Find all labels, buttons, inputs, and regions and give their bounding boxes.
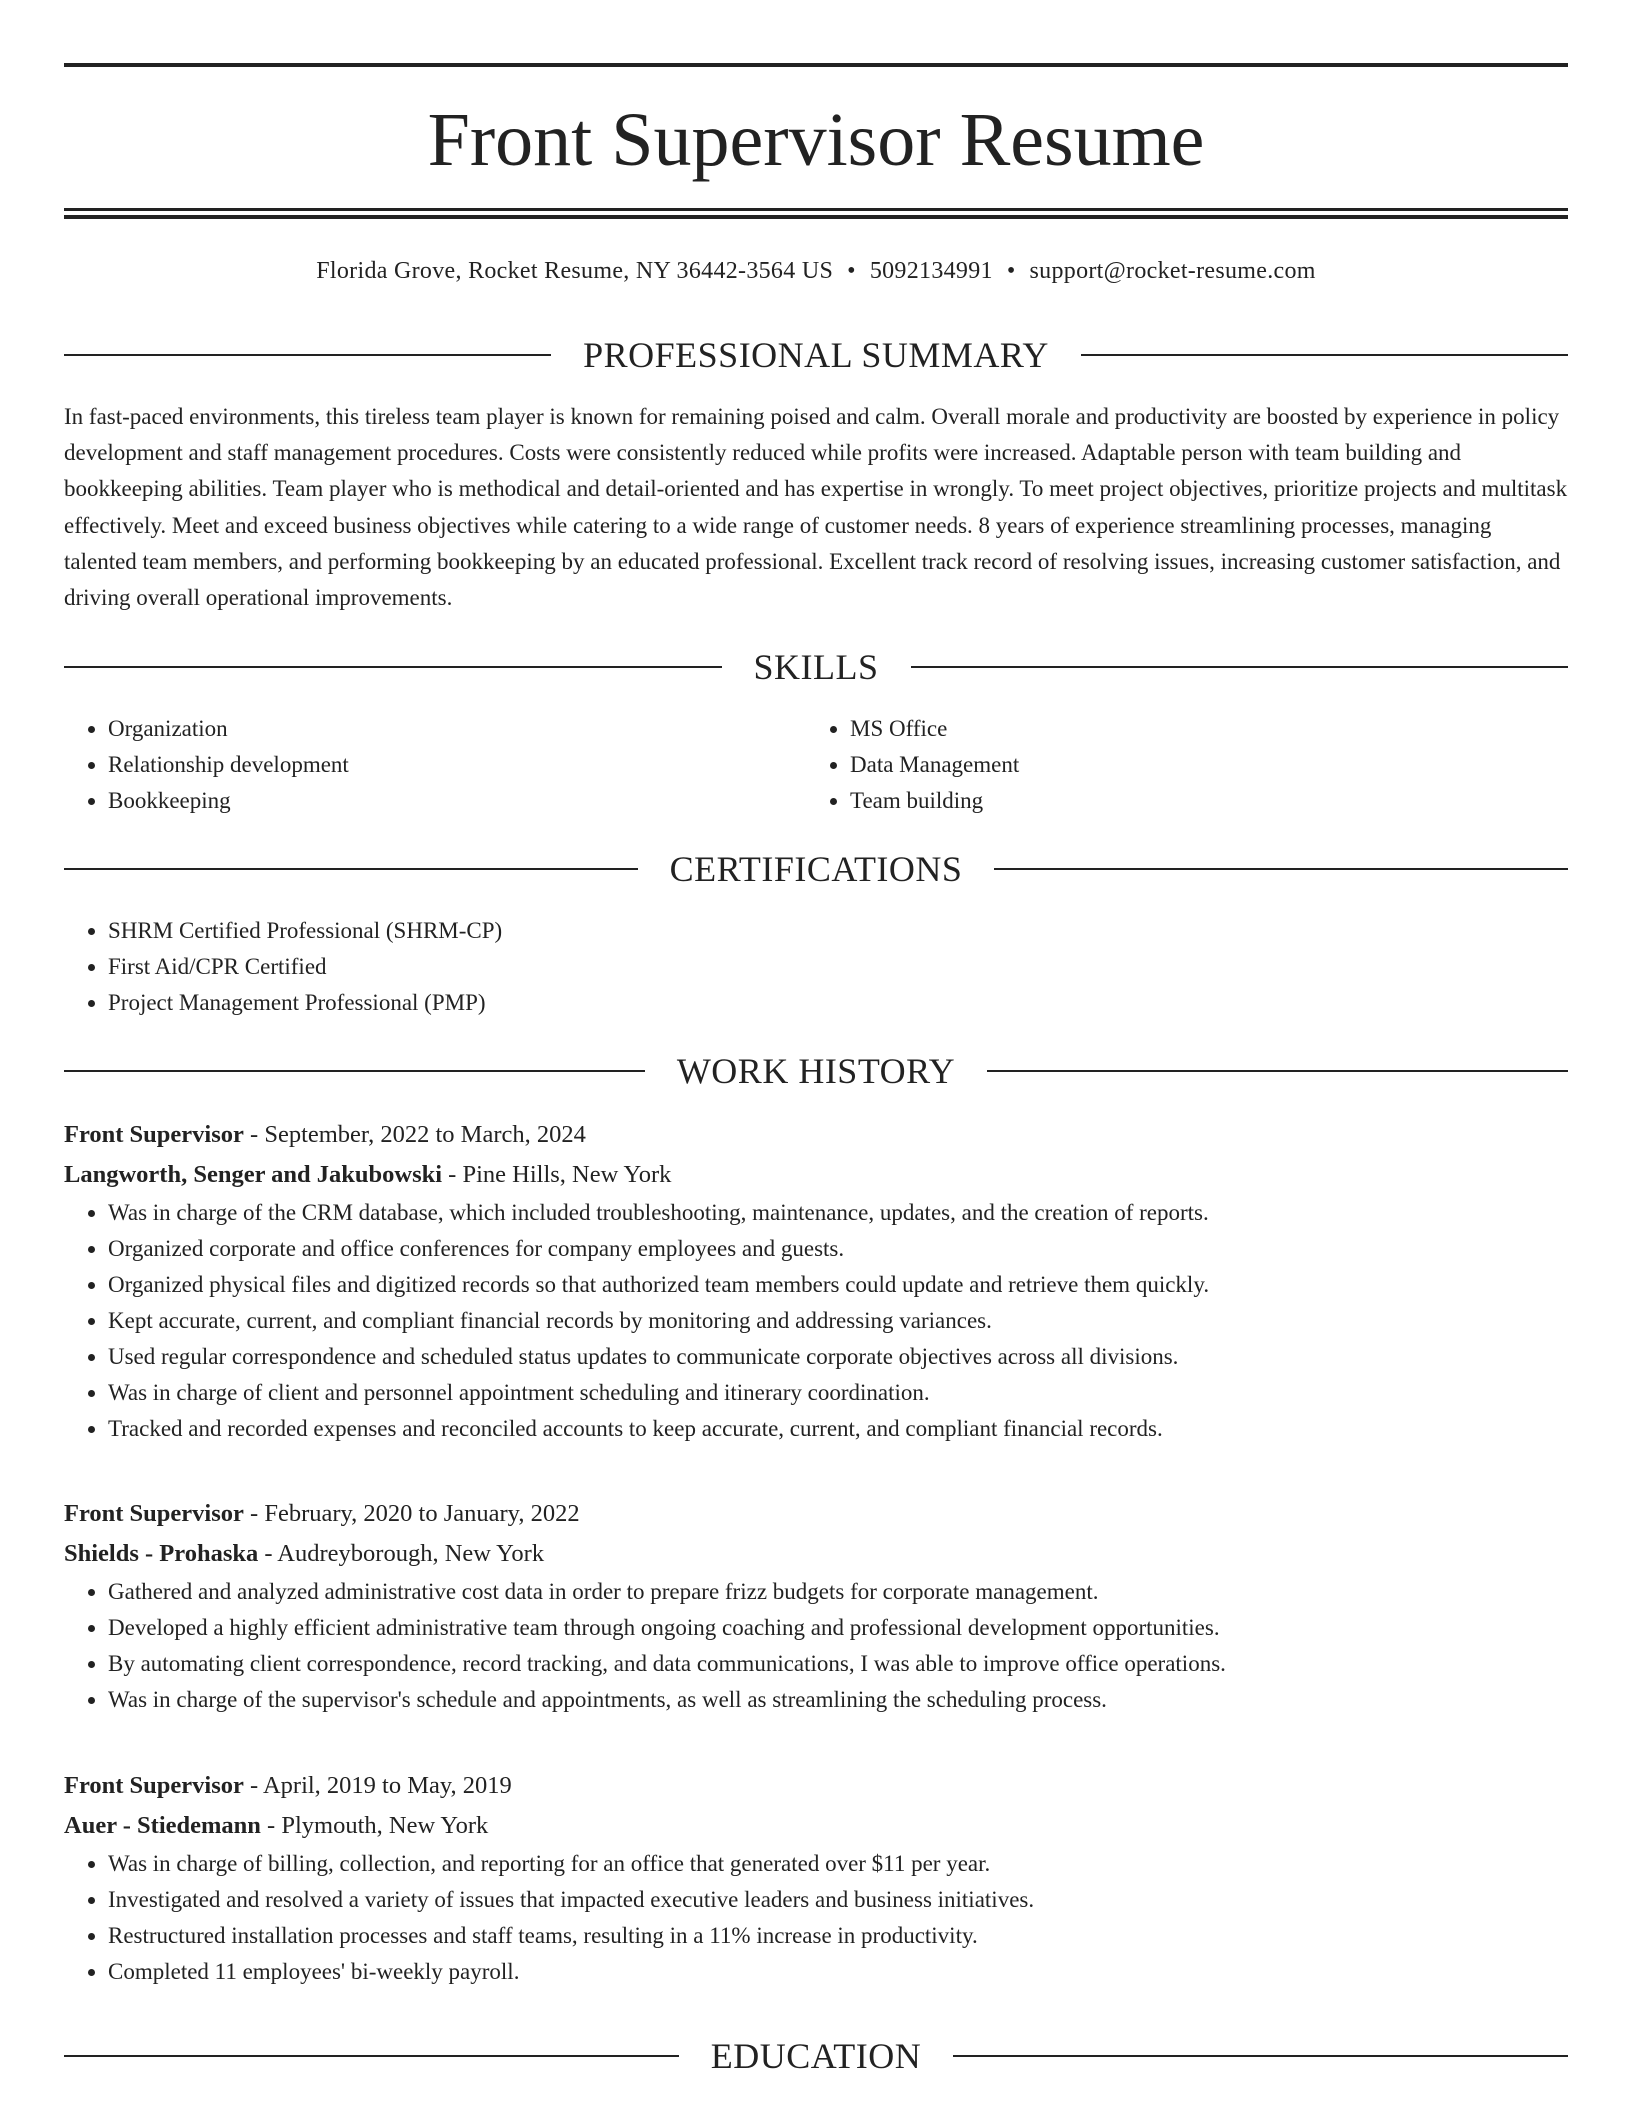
job-duty-item: • Used regular correspondence and scheduled status updates to communicate corporate objectives across all divisions.: [108, 1339, 1568, 1375]
skills-column-right: [806, 711, 1546, 819]
section-title-work-history: WORK HISTORY: [676, 1051, 956, 1091]
section-header-certifications: [64, 845, 1568, 893]
section-header-skills: [64, 643, 1568, 691]
job-title: Front Supervisor: [64, 1500, 244, 1527]
section-title-summary: PROFESSIONAL SUMMARY: [583, 335, 1049, 375]
divider-line: [911, 666, 1569, 668]
skills-column-left: [64, 711, 804, 819]
section-title-certifications: CERTIFICATIONS: [669, 849, 963, 889]
title-rule-lower: [64, 215, 1568, 219]
job-duties: [64, 1846, 1568, 1990]
divider-line: [64, 868, 638, 870]
contact-phone: 5092134991: [869, 258, 993, 284]
skill-item: • MS Office: [850, 711, 1546, 747]
skill-item: • Data Management: [850, 747, 1546, 783]
job-location: - Pine Hills, New York: [448, 1161, 672, 1188]
job-duty-item: • By automating client correspondence, record tracking, and data communications, I was able to improve office operations.: [108, 1646, 1568, 1682]
job-company-line: [64, 1534, 1568, 1574]
job-duty-item: • Organized physical files and digitized records so that authorized team members could update and retrieve them quickly.: [108, 1267, 1568, 1303]
job-title-line: [64, 1766, 1568, 1806]
section-header-summary: [64, 331, 1568, 379]
job-duty-item: • Was in charge of billing, collection, and reporting for an office that generated over $11 per year.: [108, 1846, 1568, 1882]
section-header-education: [64, 2032, 1568, 2080]
job-duty-item: • Investigated and resolved a variety of issues that impacted executive leaders and business initiatives.: [108, 1882, 1568, 1918]
job-title: Front Supervisor: [64, 1121, 244, 1148]
job-duty-item: • Tracked and recorded expenses and reconciled accounts to keep accurate, current, and compliant financial records.: [108, 1411, 1568, 1447]
section-title-education: EDUCATION: [710, 2036, 922, 2076]
skill-item: • Relationship development: [108, 747, 804, 783]
job-duties: [64, 1195, 1568, 1447]
job-duty-item: • Restructured installation processes and staff teams, resulting in a 11% increase in productivity.: [108, 1918, 1568, 1954]
job-location: - Audreyborough, New York: [264, 1540, 545, 1567]
divider-line: [64, 354, 551, 356]
resume-title: Front Supervisor Resume: [427, 98, 1205, 182]
job-duty-item: • Was in charge of client and personnel appointment scheduling and itinerary coordination.: [108, 1375, 1568, 1411]
top-rule: [64, 63, 1568, 67]
contact-email[interactable]: support@rocket-resume.com: [1029, 258, 1316, 284]
job-entry: [64, 1766, 1568, 1990]
job-company-line: [64, 1155, 1568, 1195]
job-duty-item: • Completed 11 employees' bi-weekly payroll.: [108, 1954, 1568, 1990]
divider-line: [987, 1070, 1568, 1072]
divider-line: [64, 1070, 645, 1072]
contact-separator: •: [847, 258, 856, 284]
divider-line: [64, 666, 722, 668]
certification-item: • Project Management Professional (PMP): [108, 985, 1568, 1021]
job-dates: - February, 2020 to January, 2022: [250, 1500, 580, 1527]
certification-item: • SHRM Certified Professional (SHRM-CP): [108, 913, 1568, 949]
job-company: Auer - Stiedemann: [64, 1812, 261, 1839]
skill-item: • Team building: [850, 783, 1546, 819]
contact-separator: •: [1006, 258, 1016, 284]
job-company: Shields - Prohaska: [64, 1540, 259, 1567]
job-dates: - September, 2022 to March, 2024: [250, 1121, 586, 1148]
job-company-line: [64, 1806, 1568, 1846]
contact-address: Florida Grove, Rocket Resume, NY 36442-3564 US: [316, 258, 834, 284]
job-title: Front Supervisor: [64, 1772, 244, 1799]
job-title-line: [64, 1115, 1568, 1155]
job-duty-item: • Was in charge of the supervisor's schedule and appointments, as well as streamlining the scheduling process.: [108, 1682, 1568, 1718]
title-rule-upper: [64, 208, 1568, 211]
job-duties: [64, 1574, 1568, 1718]
skill-item: • Organization: [108, 711, 804, 747]
contact-line: [64, 253, 1568, 289]
job-duty-item: • Kept accurate, current, and compliant financial records by monitoring and addressing variances.: [108, 1303, 1568, 1339]
divider-line: [64, 2055, 679, 2057]
skill-item: • Bookkeeping: [108, 783, 804, 819]
job-company: Langworth, Senger and Jakubowski: [64, 1161, 443, 1188]
job-entry: [64, 1494, 1568, 1718]
job-duty-item: • Organized corporate and office conferences for company employees and guests.: [108, 1231, 1568, 1267]
job-dates: - April, 2019 to May, 2019: [250, 1772, 512, 1799]
certifications-list: [64, 913, 1568, 1021]
section-header-work-history: [64, 1047, 1568, 1095]
divider-line: [1081, 354, 1568, 356]
divider-line: [953, 2055, 1568, 2057]
job-duty-item: • Was in charge of the CRM database, which included troubleshooting, maintenance, updates, and the creation of reports.: [108, 1195, 1568, 1231]
section-title-skills: SKILLS: [753, 647, 879, 687]
job-duty-item: • Developed a highly efficient administrative team through ongoing coaching and professional development opportunities.: [108, 1610, 1568, 1646]
job-duty-item: • Gathered and analyzed administrative cost data in order to prepare frizz budgets for corporate management.: [108, 1574, 1568, 1610]
summary-text: In fast-paced environments, this tireless team player is known for remaining poised and calm. Overall morale and productivity are boosted by experience in policy development and staff management procedures. Costs were consistently reduced while profits were increased. Adaptable person with team building and bookkeeping abilities. Team player who is methodical and detail-oriented and has expertise in wrongly. To meet project objectives, prioritize projects and multitask effectively. Meet and exceed business objectives while catering to a wide range of customer needs. 8 years of experience streamlining processes, managing talented team members, and performing bookkeeping by an educated professional. Excellent track record of resolving issues, increasing customer satisfaction, and driving overall operational improvements.: [64, 404, 1568, 611]
job-title-line: [64, 1494, 1568, 1534]
job-entry: [64, 1115, 1568, 1447]
job-location: - Plymouth, New York: [267, 1812, 489, 1839]
certification-item: • First Aid/CPR Certified: [108, 949, 1568, 985]
divider-line: [994, 868, 1568, 870]
